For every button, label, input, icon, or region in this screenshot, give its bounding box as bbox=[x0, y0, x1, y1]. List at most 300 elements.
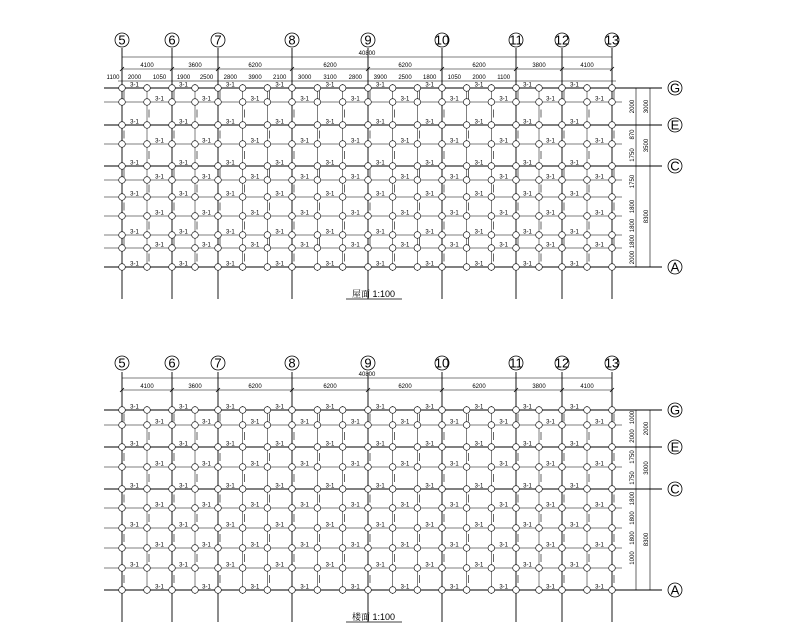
member-node bbox=[215, 85, 222, 92]
member-node bbox=[488, 505, 495, 512]
member-node bbox=[339, 565, 346, 572]
member-node bbox=[584, 486, 591, 493]
member-node bbox=[584, 505, 591, 512]
member-label: 3-1 bbox=[179, 119, 188, 126]
member-label: 3-1 bbox=[523, 483, 532, 490]
member-label: 3-1 bbox=[155, 542, 164, 549]
member-node bbox=[414, 99, 421, 106]
sub-dim-text: 3000 bbox=[297, 75, 312, 81]
right-dim-text: 2000 bbox=[630, 99, 636, 114]
member-label: 3-1 bbox=[300, 584, 310, 591]
member-label: 3-1 bbox=[130, 441, 139, 448]
member-node bbox=[513, 163, 520, 170]
member-node bbox=[463, 163, 470, 170]
member-node bbox=[144, 163, 151, 170]
member-node bbox=[215, 407, 222, 414]
bay-dim-text: 6200 bbox=[323, 63, 337, 69]
member-node bbox=[414, 213, 421, 220]
member-label: 3-1 bbox=[375, 483, 385, 490]
member-node bbox=[536, 85, 543, 92]
member-node bbox=[463, 545, 470, 552]
member-label: 3-1 bbox=[202, 502, 211, 509]
axis-bubble-label: 9 bbox=[364, 355, 372, 371]
bay-dim-text: 6200 bbox=[248, 384, 262, 390]
axis-bubble-label: 6 bbox=[168, 355, 176, 371]
member-node bbox=[439, 565, 446, 572]
member-node bbox=[289, 407, 296, 414]
member-node bbox=[513, 505, 520, 512]
member-node bbox=[463, 85, 470, 92]
bay-dim-text: 6200 bbox=[472, 63, 486, 69]
member-node bbox=[365, 545, 372, 552]
member-label: 3-1 bbox=[250, 242, 260, 249]
member-node bbox=[559, 232, 566, 239]
member-node bbox=[439, 141, 446, 148]
member-node bbox=[119, 213, 126, 220]
member-node bbox=[513, 213, 520, 220]
member-label: 3-1 bbox=[425, 160, 435, 167]
member-label: 3-1 bbox=[179, 441, 188, 448]
member-node bbox=[536, 444, 543, 451]
member-node bbox=[314, 163, 321, 170]
member-node bbox=[414, 122, 421, 129]
member-node bbox=[488, 232, 495, 239]
member-node bbox=[584, 232, 591, 239]
member-node bbox=[463, 141, 470, 148]
member-node bbox=[559, 177, 566, 184]
member-node bbox=[314, 587, 321, 594]
member-label: 3-1 bbox=[300, 210, 310, 217]
right-dim-text: 3500 bbox=[644, 138, 650, 153]
member-node bbox=[513, 565, 520, 572]
sub-dim-text: 2500 bbox=[199, 75, 214, 81]
member-node bbox=[314, 407, 321, 414]
member-label: 3-1 bbox=[250, 138, 260, 145]
member-node bbox=[414, 525, 421, 532]
member-node bbox=[169, 141, 176, 148]
member-node bbox=[463, 245, 470, 252]
member-node bbox=[389, 177, 396, 184]
member-label: 3-1 bbox=[570, 229, 579, 236]
member-node bbox=[215, 464, 222, 471]
member-node bbox=[289, 525, 296, 532]
member-node bbox=[314, 264, 321, 271]
member-label: 3-1 bbox=[350, 542, 360, 549]
member-node bbox=[365, 505, 372, 512]
member-label: 3-1 bbox=[595, 96, 604, 103]
member-label: 3-1 bbox=[449, 138, 459, 145]
member-node bbox=[389, 464, 396, 471]
member-label: 3-1 bbox=[325, 82, 335, 89]
member-node bbox=[389, 587, 396, 594]
member-label: 3-1 bbox=[275, 562, 285, 569]
member-node bbox=[264, 407, 271, 414]
member-node bbox=[192, 122, 199, 129]
member-node bbox=[559, 122, 566, 129]
member-node bbox=[314, 505, 321, 512]
floor-plan-members bbox=[119, 405, 616, 594]
member-node bbox=[239, 444, 246, 451]
member-label: 3-1 bbox=[225, 522, 235, 529]
member-label: 3-1 bbox=[474, 229, 484, 236]
member-label: 3-1 bbox=[350, 138, 360, 145]
member-label: 3-1 bbox=[375, 441, 385, 448]
member-label: 3-1 bbox=[474, 404, 484, 411]
member-node bbox=[439, 213, 446, 220]
bay-dim-text: 6200 bbox=[323, 384, 337, 390]
member-node bbox=[169, 232, 176, 239]
member-label: 3-1 bbox=[400, 502, 410, 509]
member-label: 3-1 bbox=[425, 522, 435, 529]
member-node bbox=[192, 565, 199, 572]
member-node bbox=[314, 444, 321, 451]
right-dim-text: 1000 bbox=[630, 410, 636, 425]
member-label: 3-1 bbox=[400, 542, 410, 549]
member-node bbox=[264, 264, 271, 271]
member-node bbox=[365, 232, 372, 239]
member-node bbox=[584, 177, 591, 184]
member-node bbox=[239, 565, 246, 572]
sub-dim-text: 2800 bbox=[348, 75, 363, 81]
member-node bbox=[536, 163, 543, 170]
member-node bbox=[314, 565, 321, 572]
member-node bbox=[144, 264, 151, 271]
member-node bbox=[264, 177, 271, 184]
member-node bbox=[192, 85, 199, 92]
member-label: 3-1 bbox=[400, 138, 410, 145]
axis-bubble-label: 5 bbox=[118, 355, 126, 371]
axis-bubble-label: 7 bbox=[214, 32, 222, 48]
member-label: 3-1 bbox=[275, 483, 285, 490]
bay-dim-text: 6200 bbox=[398, 63, 412, 69]
member-node bbox=[584, 245, 591, 252]
member-label: 3-1 bbox=[250, 174, 260, 181]
member-label: 3-1 bbox=[570, 483, 579, 490]
member-label: 3-1 bbox=[250, 96, 260, 103]
member-label: 3-1 bbox=[202, 242, 211, 249]
member-label: 3-1 bbox=[595, 461, 604, 468]
member-node bbox=[513, 407, 520, 414]
member-node bbox=[463, 122, 470, 129]
member-node bbox=[365, 99, 372, 106]
axis-bubble-label: 13 bbox=[604, 32, 620, 48]
member-node bbox=[488, 141, 495, 148]
member-label: 3-1 bbox=[155, 584, 164, 591]
member-node bbox=[536, 141, 543, 148]
member-node bbox=[584, 122, 591, 129]
member-label: 3-1 bbox=[523, 404, 532, 411]
member-node bbox=[264, 464, 271, 471]
member-label: 3-1 bbox=[570, 562, 579, 569]
right-dim-text: 1750 bbox=[630, 148, 636, 162]
member-label: 3-1 bbox=[449, 174, 459, 181]
member-node bbox=[289, 565, 296, 572]
sub-dim-text: 2100 bbox=[272, 75, 287, 81]
member-node bbox=[169, 122, 176, 129]
member-node bbox=[414, 545, 421, 552]
member-node bbox=[339, 245, 346, 252]
row-bubble-label: G bbox=[669, 80, 681, 96]
member-node bbox=[119, 245, 126, 252]
member-label: 3-1 bbox=[325, 562, 335, 569]
member-node bbox=[559, 525, 566, 532]
member-label: 3-1 bbox=[523, 229, 532, 236]
member-node bbox=[192, 486, 199, 493]
member-label: 3-1 bbox=[375, 522, 385, 529]
member-node bbox=[144, 99, 151, 106]
member-label: 3-1 bbox=[155, 174, 164, 181]
member-node bbox=[463, 232, 470, 239]
member-node bbox=[488, 545, 495, 552]
member-node bbox=[215, 444, 222, 451]
member-node bbox=[264, 565, 271, 572]
member-label: 3-1 bbox=[499, 96, 509, 103]
member-node bbox=[513, 486, 520, 493]
member-label: 3-1 bbox=[425, 82, 435, 89]
member-label: 3-1 bbox=[523, 160, 532, 167]
member-node bbox=[414, 486, 421, 493]
member-node bbox=[513, 245, 520, 252]
member-node bbox=[559, 213, 566, 220]
member-label: 3-1 bbox=[570, 160, 579, 167]
row-bubble-label: E bbox=[670, 439, 680, 455]
member-node bbox=[365, 422, 372, 429]
member-node bbox=[119, 99, 126, 106]
member-node bbox=[463, 525, 470, 532]
member-label: 3-1 bbox=[325, 441, 335, 448]
member-label: 3-1 bbox=[400, 96, 410, 103]
member-node bbox=[488, 99, 495, 106]
member-node bbox=[389, 422, 396, 429]
member-node bbox=[463, 486, 470, 493]
member-node bbox=[609, 194, 616, 201]
member-node bbox=[192, 99, 199, 106]
member-node bbox=[264, 587, 271, 594]
member-node bbox=[513, 264, 520, 271]
axis-bubble-label: 12 bbox=[554, 32, 570, 48]
member-label: 3-1 bbox=[546, 542, 555, 549]
member-node bbox=[609, 565, 616, 572]
member-node bbox=[414, 232, 421, 239]
member-node bbox=[536, 245, 543, 252]
member-node bbox=[215, 122, 222, 129]
member-label: 3-1 bbox=[425, 441, 435, 448]
member-label: 3-1 bbox=[546, 174, 555, 181]
member-node bbox=[609, 122, 616, 129]
member-node bbox=[414, 464, 421, 471]
member-node bbox=[536, 545, 543, 552]
member-label: 3-1 bbox=[595, 502, 604, 509]
member-node bbox=[119, 264, 126, 271]
member-node bbox=[488, 407, 495, 414]
member-label: 3-1 bbox=[375, 191, 385, 198]
member-label: 3-1 bbox=[425, 119, 435, 126]
member-label: 3-1 bbox=[499, 584, 509, 591]
member-node bbox=[289, 213, 296, 220]
member-node bbox=[339, 232, 346, 239]
member-label: 3-1 bbox=[474, 191, 484, 198]
member-node bbox=[314, 245, 321, 252]
member-node bbox=[215, 194, 222, 201]
member-label: 3-1 bbox=[425, 261, 435, 268]
member-node bbox=[463, 464, 470, 471]
member-node bbox=[389, 245, 396, 252]
member-label: 3-1 bbox=[275, 441, 285, 448]
member-node bbox=[169, 565, 176, 572]
sub-dim-text: 3100 bbox=[323, 75, 337, 81]
member-node bbox=[463, 213, 470, 220]
member-label: 3-1 bbox=[225, 404, 235, 411]
member-label: 3-1 bbox=[179, 522, 188, 529]
member-node bbox=[559, 464, 566, 471]
member-node bbox=[119, 85, 126, 92]
member-label: 3-1 bbox=[325, 191, 335, 198]
member-label: 3-1 bbox=[155, 210, 164, 217]
member-label: 3-1 bbox=[425, 229, 435, 236]
member-label: 3-1 bbox=[202, 174, 211, 181]
member-node bbox=[239, 141, 246, 148]
member-label: 3-1 bbox=[474, 441, 484, 448]
sub-dim-text: 2500 bbox=[398, 75, 412, 81]
member-node bbox=[488, 163, 495, 170]
floor-plan bbox=[104, 356, 682, 623]
member-node bbox=[536, 505, 543, 512]
member-node bbox=[463, 565, 470, 572]
member-label: 3-1 bbox=[400, 419, 410, 426]
right-dim-text: 1750 bbox=[630, 450, 636, 464]
member-label: 3-1 bbox=[225, 483, 235, 490]
member-node bbox=[414, 264, 421, 271]
member-node bbox=[239, 163, 246, 170]
right-dim-text: 1750 bbox=[630, 471, 636, 485]
member-label: 3-1 bbox=[325, 483, 335, 490]
member-node bbox=[536, 177, 543, 184]
bay-dim-text: 6200 bbox=[248, 63, 262, 69]
member-node bbox=[314, 232, 321, 239]
member-label: 3-1 bbox=[474, 82, 484, 89]
member-node bbox=[144, 422, 151, 429]
member-label: 3-1 bbox=[350, 502, 360, 509]
sub-dim-text: 2000 bbox=[472, 75, 486, 81]
member-node bbox=[339, 194, 346, 201]
member-node bbox=[119, 587, 126, 594]
member-node bbox=[439, 264, 446, 271]
member-label: 3-1 bbox=[350, 210, 360, 217]
member-node bbox=[239, 407, 246, 414]
member-node bbox=[365, 525, 372, 532]
member-node bbox=[264, 232, 271, 239]
member-node bbox=[389, 264, 396, 271]
member-label: 3-1 bbox=[546, 210, 555, 217]
right-dim-text: 3000 bbox=[644, 99, 650, 114]
member-node bbox=[119, 163, 126, 170]
member-node bbox=[365, 444, 372, 451]
member-node bbox=[609, 422, 616, 429]
member-node bbox=[609, 213, 616, 220]
member-label: 3-1 bbox=[275, 229, 285, 236]
member-node bbox=[339, 407, 346, 414]
member-node bbox=[119, 525, 126, 532]
member-node bbox=[239, 505, 246, 512]
member-node bbox=[169, 264, 176, 271]
member-node bbox=[144, 505, 151, 512]
member-node bbox=[609, 486, 616, 493]
member-label: 3-1 bbox=[523, 119, 532, 126]
member-node bbox=[536, 486, 543, 493]
member-node bbox=[239, 232, 246, 239]
member-node bbox=[169, 444, 176, 451]
member-node bbox=[215, 505, 222, 512]
member-label: 3-1 bbox=[179, 82, 188, 89]
member-node bbox=[264, 545, 271, 552]
member-label: 3-1 bbox=[449, 584, 459, 591]
member-node bbox=[119, 486, 126, 493]
member-node bbox=[119, 122, 126, 129]
member-label: 3-1 bbox=[546, 419, 555, 426]
member-node bbox=[536, 194, 543, 201]
member-node bbox=[314, 422, 321, 429]
member-node bbox=[215, 422, 222, 429]
member-node bbox=[365, 264, 372, 271]
row-bubble-label: A bbox=[670, 582, 680, 598]
member-node bbox=[289, 486, 296, 493]
member-node bbox=[389, 565, 396, 572]
member-node bbox=[289, 163, 296, 170]
member-node bbox=[439, 194, 446, 201]
axis-bubble-label: 8 bbox=[288, 355, 296, 371]
member-node bbox=[339, 163, 346, 170]
member-node bbox=[264, 245, 271, 252]
member-node bbox=[215, 245, 222, 252]
member-node bbox=[192, 177, 199, 184]
right-dim-text: 3000 bbox=[644, 461, 650, 475]
member-label: 3-1 bbox=[179, 229, 188, 236]
member-node bbox=[144, 213, 151, 220]
member-node bbox=[264, 99, 271, 106]
member-node bbox=[584, 163, 591, 170]
row-bubble-label: E bbox=[670, 117, 680, 133]
member-node bbox=[144, 407, 151, 414]
member-node bbox=[488, 194, 495, 201]
member-label: 3-1 bbox=[225, 119, 235, 126]
member-node bbox=[559, 486, 566, 493]
member-label: 3-1 bbox=[179, 562, 188, 569]
member-label: 3-1 bbox=[400, 242, 410, 249]
axis-bubble-label: 10 bbox=[434, 32, 450, 48]
member-label: 3-1 bbox=[523, 441, 532, 448]
member-node bbox=[144, 444, 151, 451]
right-dim-text: 1000 bbox=[630, 551, 636, 565]
member-label: 3-1 bbox=[546, 502, 555, 509]
member-label: 3-1 bbox=[179, 404, 188, 411]
member-label: 3-1 bbox=[595, 174, 604, 181]
member-node bbox=[463, 407, 470, 414]
member-node bbox=[609, 245, 616, 252]
member-node bbox=[314, 99, 321, 106]
member-node bbox=[414, 444, 421, 451]
member-label: 3-1 bbox=[546, 96, 555, 103]
member-label: 3-1 bbox=[474, 522, 484, 529]
member-node bbox=[144, 194, 151, 201]
member-label: 3-1 bbox=[300, 419, 310, 426]
member-node bbox=[264, 85, 271, 92]
member-node bbox=[239, 213, 246, 220]
member-node bbox=[463, 177, 470, 184]
member-label: 3-1 bbox=[546, 461, 555, 468]
member-node bbox=[488, 264, 495, 271]
member-node bbox=[389, 505, 396, 512]
member-label: 3-1 bbox=[499, 542, 509, 549]
